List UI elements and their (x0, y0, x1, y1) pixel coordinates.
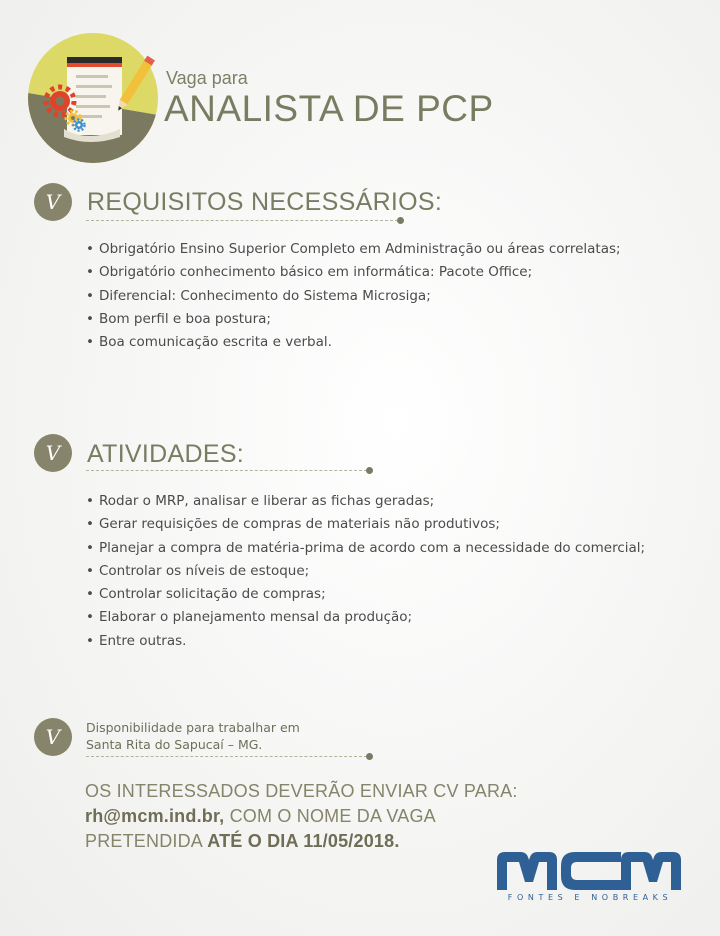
page-title: ANALISTA DE PCP (164, 88, 494, 129)
list-item: • Obrigatório conhecimento básico em informática: Pacote Office; (86, 261, 621, 284)
title-subtitle: Vaga para (166, 68, 248, 88)
list-item: • Gerar requisições de compras de materiais não produtivos; (86, 513, 645, 536)
check-icon: V (34, 718, 72, 756)
list-item: • Planejar a compra de matéria-prima de acordo com a necessidade do comercial; (86, 537, 645, 560)
contact-email[interactable]: rh@mcm.ind.br, (85, 806, 225, 826)
cta-line-1: OS INTERESSADOS DEVERÃO ENVIAR CV PARA: (85, 781, 518, 801)
availability-line-1: Disponibilidade para trabalhar em (86, 720, 300, 735)
cta-line-2-rest: COM O NOME DA VAGA (224, 806, 436, 826)
logo-tagline: FONTES E NOBREAKS (507, 893, 673, 902)
activities-list (86, 490, 645, 653)
check-icon: V (34, 183, 72, 221)
cta-line-3 (85, 829, 518, 854)
list-item: • Rodar o MRP, analisar e liberar as fichas geradas; (86, 490, 645, 513)
cta-line-3-start: PRETENDIDA (85, 831, 208, 851)
requirements-title: REQUISITOS NECESSÁRIOS: (87, 188, 443, 216)
list-item: • Boa comunicação escrita e verbal. (86, 331, 621, 354)
list-item: • Controlar os níveis de estoque; (86, 560, 645, 583)
check-icon: V (34, 434, 72, 472)
list-item: • Obrigatório Ensino Superior Completo em Administração ou áreas correlatas; (86, 238, 621, 261)
list-item: • Controlar solicitação de compras; (86, 583, 645, 606)
availability-text (86, 719, 300, 753)
deadline: ATÉ O DIA 11/05/2018. (207, 831, 400, 851)
call-to-action (85, 779, 518, 854)
activities-title: ATIVIDADES: (87, 440, 245, 468)
cta-line-2 (85, 804, 518, 829)
requirements-list (86, 238, 621, 354)
requirements-divider (86, 220, 398, 221)
activities-divider (86, 470, 367, 471)
job-document-icon (28, 33, 158, 163)
availability-divider (86, 756, 367, 757)
mcm-logo (497, 852, 681, 890)
list-item: • Diferencial: Conhecimento do Sistema Microsiga; (86, 285, 621, 308)
availability-line-2: Santa Rita do Sapucaí – MG. (86, 737, 263, 752)
list-item: • Elaborar o planejamento mensal da produção; (86, 606, 645, 629)
list-item: • Entre outras. (86, 630, 645, 653)
list-item: • Bom perfil e boa postura; (86, 308, 621, 331)
